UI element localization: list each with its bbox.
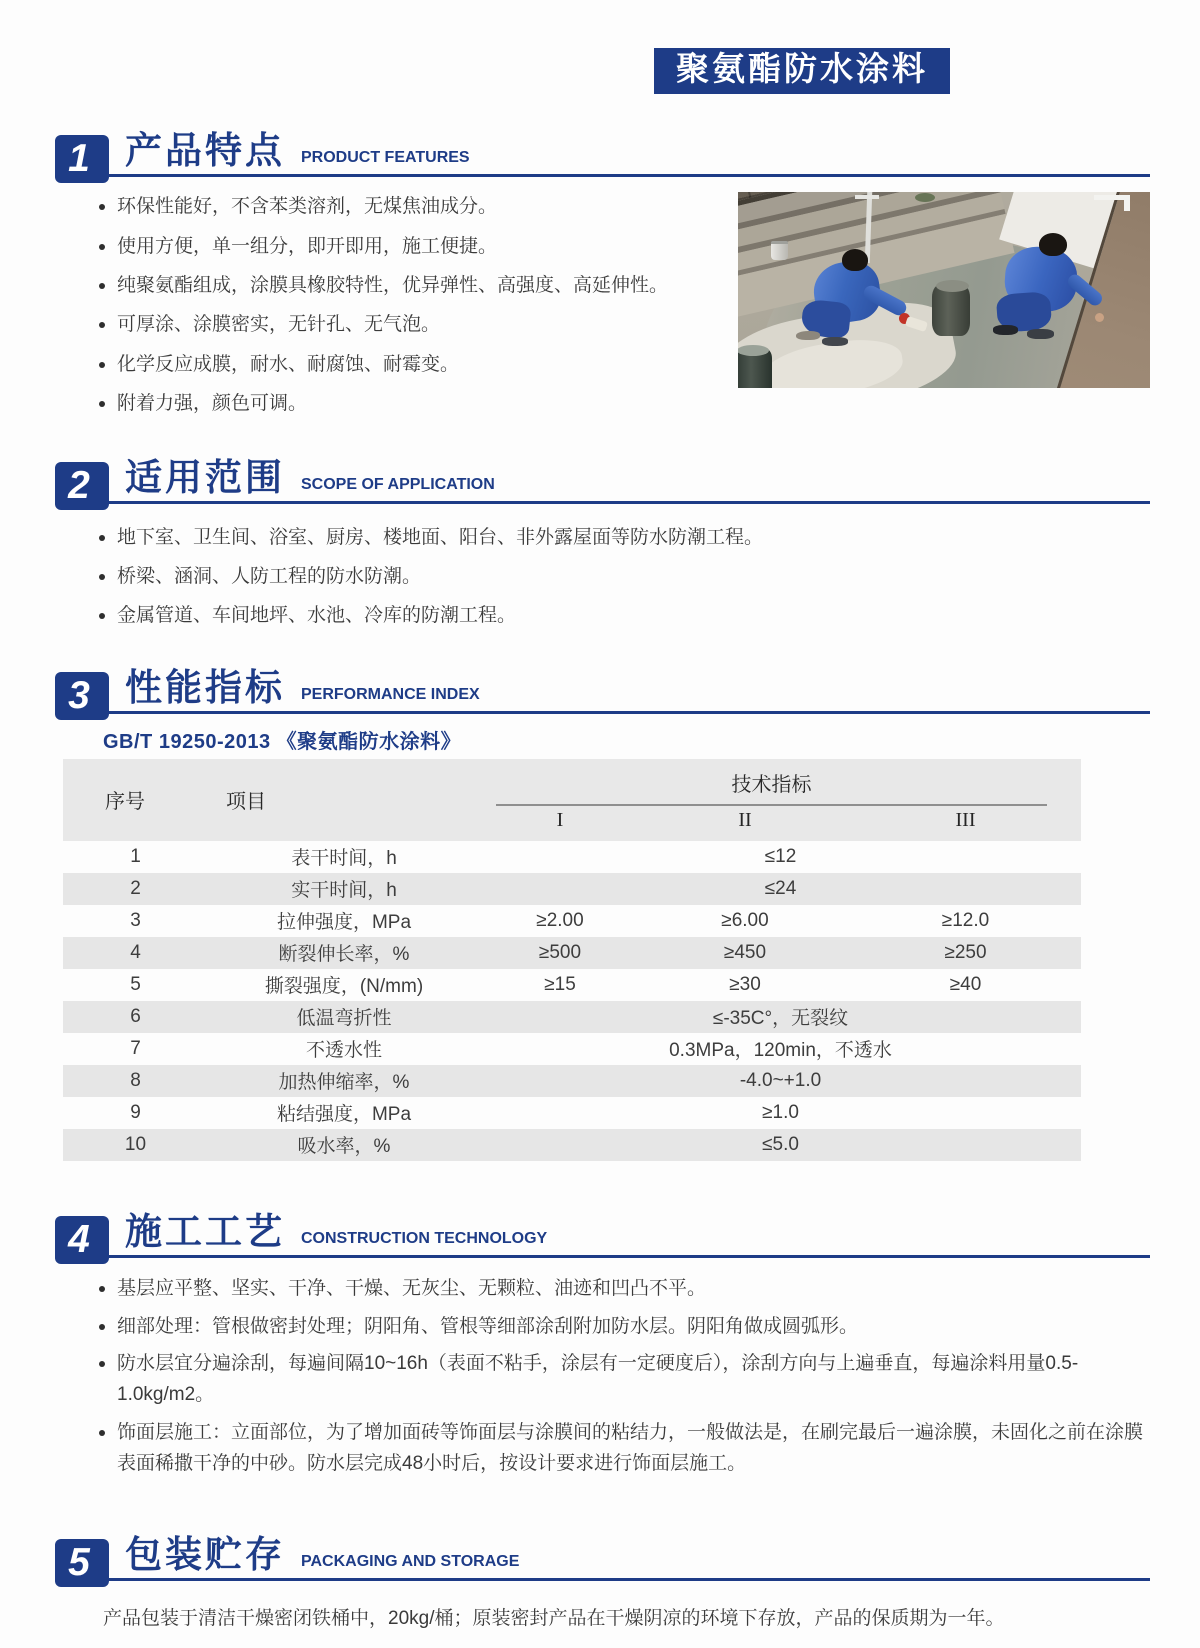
photo-worker-left [796, 249, 936, 359]
feature-item: 可厚涂、涂膜密实，无针孔、无气泡。 [95, 310, 712, 340]
performance-table-body [63, 841, 1081, 1161]
performance-table-head [63, 759, 1081, 841]
cell-value: ≥12.0 [941, 909, 990, 931]
th-type-1: I [480, 806, 640, 841]
scope-item: 金属管道、车间地坪、水池、冷库的防潮工程。 [95, 601, 1150, 631]
section-2-number: 2 [55, 462, 109, 510]
construction-item: 防水层宜分遍涂刮，每遍间隔10~16h（表面不粘手，涂层有一定硬度后），涂刮方向与上遍垂直，每遍涂料用量0.5-1.0kg/m2。 [95, 1349, 1150, 1411]
table-row [63, 1033, 1081, 1065]
worker-hair [1039, 233, 1067, 256]
worker-shoe [1027, 329, 1054, 339]
cell-item: 吸水率，% [297, 1136, 391, 1158]
cell-value: ≥15 [544, 973, 576, 995]
feature-item: 附着力强，颜色可调。 [95, 389, 712, 419]
scope-item: 地下室、卫生间、浴室、厨房、楼地面、阳台、非外露屋面等防水防潮工程。 [95, 523, 1150, 553]
construction-item: 细部处理：管根做密封处理；阴阳角、管根等细部涂刮附加防水层。阴阳角做成圆弧形。 [95, 1312, 1150, 1343]
cell-item: 拉伸强度，MPa [276, 912, 412, 934]
section-2-header [55, 456, 1150, 507]
cell-item: 低温弯折性 [296, 1008, 392, 1030]
section-3-title-en: PERFORMANCE INDEX [301, 685, 480, 703]
section-4-title-zh: 施工工艺 [125, 1210, 285, 1252]
th-tech-indicators [480, 759, 1081, 806]
cell-value: ≤-35C°，无裂纹 [712, 1008, 849, 1030]
cell-value: ≥2.00 [536, 909, 584, 931]
packaging-text: 产品包装于清洁干燥密闭铁桶中，20kg/桶；原装密封产品在干燥阴凉的环境下存放，产品的保质期为一年。 [103, 1608, 1005, 1630]
cell-no: 7 [130, 1037, 141, 1059]
construction-item: 基层应平整、坚实、干净、干燥、无灰尘、无颗粒、油迹和凹凸不平。 [95, 1274, 1150, 1305]
section-2-title-en: SCOPE OF APPLICATION [301, 475, 495, 493]
construction-item: 饰面层施工：立面部位，为了增加面砖等饰面层与涂膜间的粘结力，一般做法是，在刷完最后一遍涂膜，未固化之前在涂膜表面稀撒干净的中砂。防水层完成48小时后，按设计要求进行饰面层施工。 [95, 1418, 1150, 1480]
product-title-banner [654, 48, 950, 94]
product-title: 聚氨酯防水涂料 [676, 50, 928, 87]
photo-worker-right [985, 233, 1115, 348]
performance-table [63, 759, 1081, 1161]
worker-hair [842, 249, 868, 271]
section-3-number: 3 [55, 672, 109, 720]
cell-no: 2 [130, 877, 141, 899]
th-type-3: III [850, 806, 1081, 841]
th-item: 项目 [208, 759, 480, 841]
product-application-photo [738, 192, 1150, 388]
section-1-number: 1 [55, 135, 109, 183]
cell-item: 撕裂强度，(N/mm) [264, 976, 424, 998]
datasheet-page [0, 48, 1200, 1635]
feature-item: 环保性能好，不含苯类溶剂，无煤焦油成分。 [95, 192, 712, 222]
scope-list [55, 523, 1150, 632]
table-row [63, 841, 1081, 873]
cell-no: 6 [130, 1005, 141, 1027]
th-index: 序号 [63, 759, 208, 841]
cell-no: 10 [124, 1133, 147, 1155]
cell-value: -4.0~+1.0 [739, 1069, 822, 1091]
cell-value: 0.3MPa，120min，不透水 [669, 1040, 892, 1062]
th-tech-label: 技术指标 [496, 759, 1047, 806]
cell-no: 5 [130, 973, 141, 995]
table-row [63, 873, 1081, 905]
section-3-header [55, 666, 1150, 717]
cell-value: ≤5.0 [762, 1133, 799, 1155]
table-header-row [63, 759, 1081, 806]
feature-item: 纯聚氨酯组成，涂膜具橡胶特性，优异弹性、高强度、高延伸性。 [95, 271, 712, 301]
cell-value: ≥500 [538, 941, 582, 963]
section-4-title-en: CONSTRUCTION TECHNOLOGY [301, 1229, 548, 1247]
section-4-number: 4 [55, 1216, 109, 1264]
section-packaging-storage [55, 1536, 1150, 1634]
cell-no: 3 [130, 909, 141, 931]
table-row [63, 937, 1081, 969]
cell-item: 不透水性 [305, 1040, 382, 1062]
section-5-number: 5 [55, 1539, 109, 1587]
cell-value: ≤12 [764, 845, 797, 867]
cell-no: 9 [130, 1101, 141, 1123]
cell-item: 实干时间，h [291, 880, 397, 902]
section-3-title-zh: 性能指标 [125, 666, 285, 708]
table-row [63, 969, 1081, 1001]
photo-railing [1094, 195, 1130, 211]
photo-paint-bucket [771, 241, 788, 260]
cell-item: 断裂伸长率，% [278, 944, 410, 966]
table-row [63, 1097, 1081, 1129]
cell-value: ≥250 [944, 941, 987, 963]
scope-item: 桥梁、涵洞、人防工程的防水防潮。 [95, 562, 1150, 592]
worker-shoe [822, 337, 848, 346]
cell-value: ≥6.00 [721, 909, 769, 931]
section-product-features [55, 132, 1150, 428]
section-1-body [55, 190, 1150, 428]
cell-item: 加热伸缩率，% [278, 1072, 410, 1094]
cell-no: 8 [130, 1069, 141, 1091]
table-row [63, 905, 1081, 937]
section-2-title-zh: 适用范围 [125, 456, 285, 498]
section-construction-technology [55, 1210, 1150, 1480]
construction-list [55, 1274, 1150, 1480]
table-row [63, 1129, 1081, 1161]
section-5-title-zh: 包装贮存 [125, 1534, 285, 1576]
worker-hand [1095, 313, 1104, 322]
cell-value: ≤24 [764, 877, 797, 899]
cell-no: 4 [130, 941, 141, 963]
worker-shoe [993, 325, 1018, 335]
worker-brush [905, 316, 928, 332]
th-type-2: II [640, 806, 850, 841]
section-5-header [55, 1534, 1150, 1585]
worker-shoe [796, 331, 820, 340]
section-1-title-zh: 产品特点 [125, 130, 285, 172]
cell-item: 粘结强度，MPa [276, 1104, 412, 1126]
table-row [63, 1065, 1081, 1097]
cell-value: ≥1.0 [762, 1101, 799, 1123]
feature-list [55, 190, 712, 428]
cell-item: 表干时间，h [291, 848, 397, 870]
photo-barrel-center [932, 284, 970, 336]
section-scope-of-application [55, 456, 1150, 632]
cell-value: ≥450 [723, 941, 767, 963]
section-1-title-en: PRODUCT FEATURES [301, 149, 470, 167]
section-4-header [55, 1210, 1150, 1261]
standard-reference: GB/T 19250-2013 《聚氨酯防水涂料》 [103, 730, 462, 753]
cell-value: ≥40 [949, 973, 982, 995]
feature-item: 使用方便，单一组分，即开即用，施工便捷。 [95, 232, 712, 262]
section-1-header [55, 130, 1150, 181]
cell-value: ≥30 [729, 973, 761, 995]
section-performance-index [55, 666, 1150, 1161]
table-row [63, 1001, 1081, 1033]
cell-no: 1 [130, 845, 141, 867]
section-5-title-en: PACKAGING AND STORAGE [301, 1553, 520, 1571]
photo-pole-cap [855, 195, 879, 199]
feature-item: 化学反应成膜，耐水、耐腐蚀、耐霉变。 [95, 350, 712, 380]
